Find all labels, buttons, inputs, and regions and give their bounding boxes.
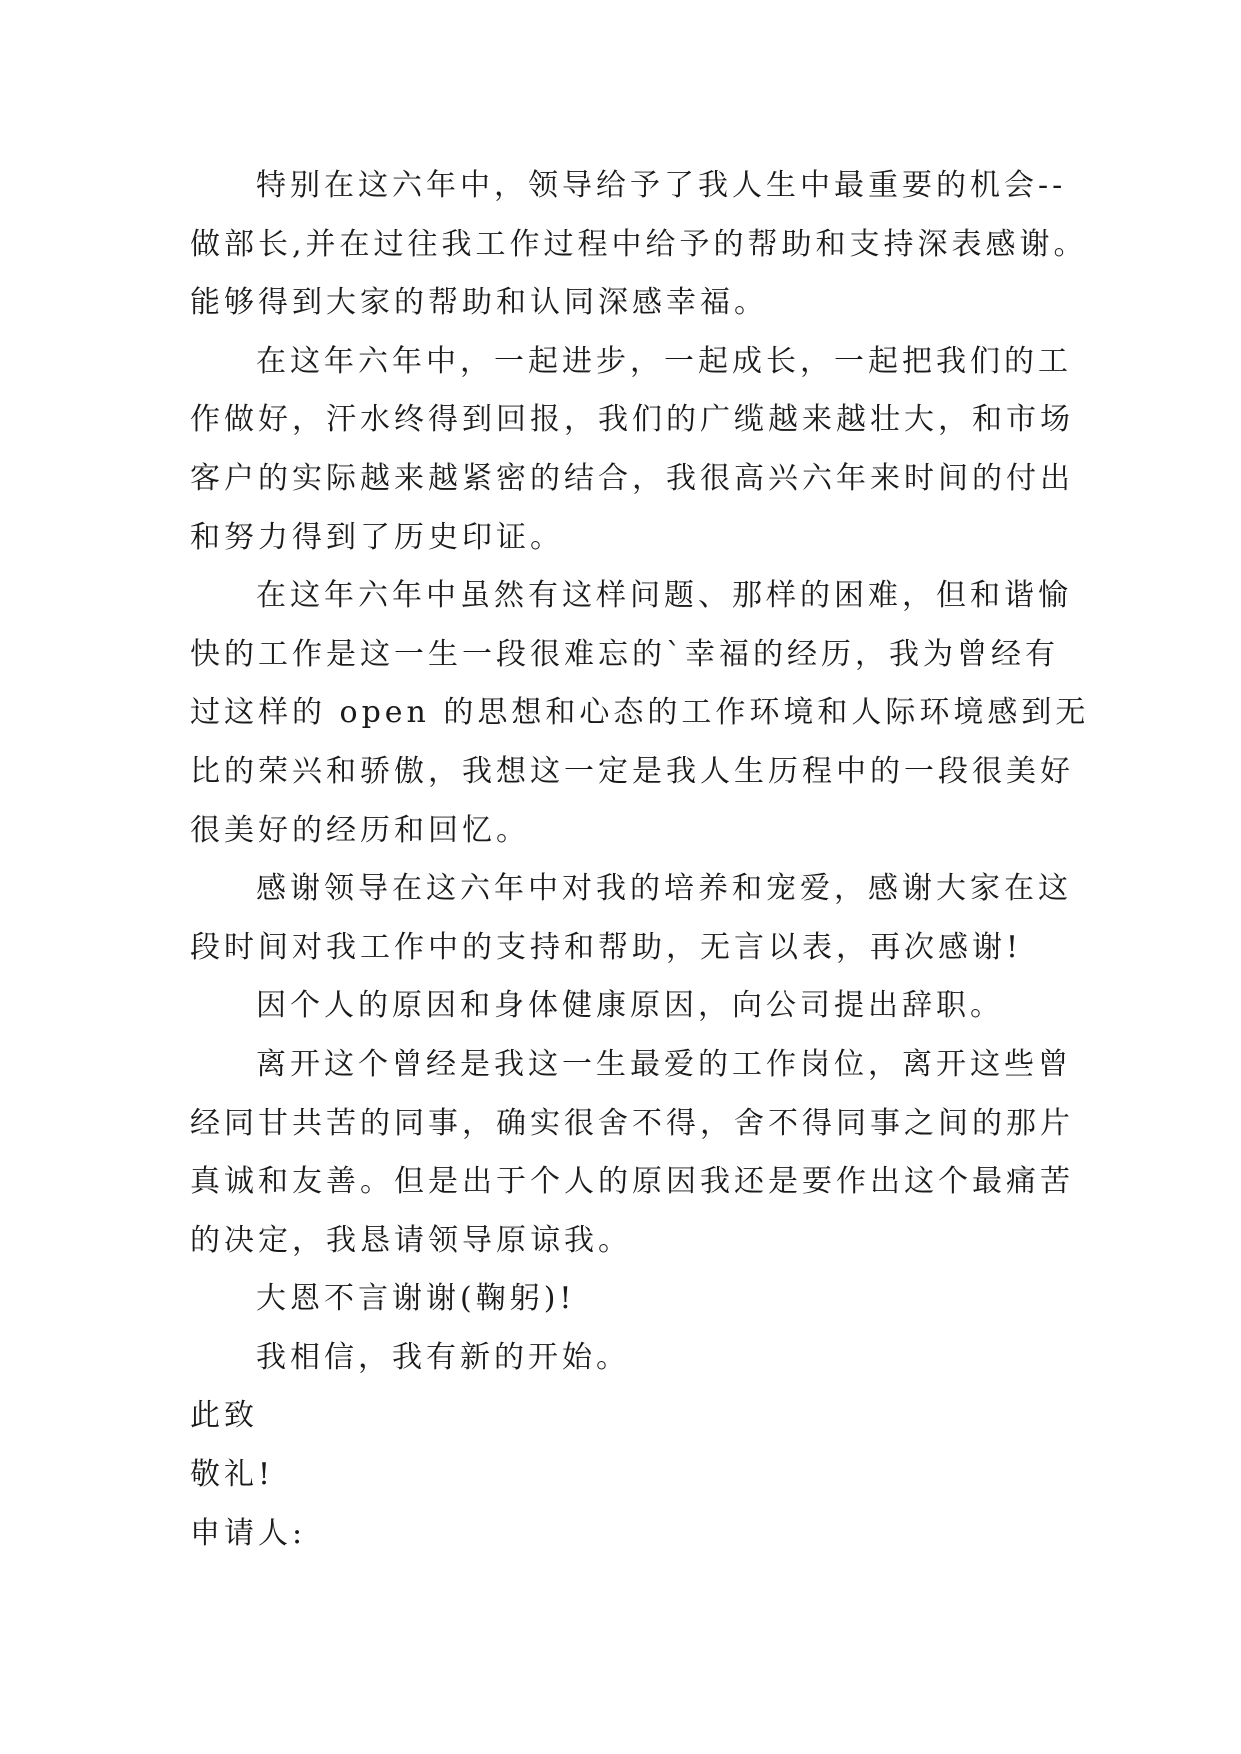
text-line: 段时间对我工作中的支持和帮助，无言以表，再次感谢!	[190, 929, 1023, 965]
text-line: 客户的实际越来越紧密的结合，我很高兴六年来时间的付出	[190, 460, 1074, 496]
text-line: 我相信，我有新的开始。	[256, 1339, 630, 1375]
text-line: 能够得到大家的帮助和认同深感幸福。	[190, 285, 768, 321]
text-line: 作做好，汗水终得到回报，我们的广缆越来越壮大，和市场	[190, 402, 1074, 438]
paragraph-7	[190, 1270, 1090, 1329]
text-line: 离开这个曾经是我这一生最爱的工作岗位，离开这些曾	[256, 1046, 1072, 1082]
paragraph-5	[190, 977, 1090, 1036]
text-line: 因个人的原因和身体健康原因，向公司提出辞职。	[256, 988, 1004, 1024]
letter-closing	[190, 1387, 1090, 1563]
text-line: 和努力得到了历史印证。	[190, 519, 564, 555]
text-line: 感谢领导在这六年中对我的培养和宠爱，感谢大家在这	[256, 871, 1072, 907]
text-line: 经同甘共苦的同事，确实很舍不得，舍不得同事之间的那片	[190, 1105, 1074, 1141]
text-line: 大恩不言谢谢(鞠躬)!	[256, 1281, 576, 1317]
paragraph-6	[190, 1036, 1090, 1270]
text-line: 真诚和友善。但是出于个人的原因我还是要作出这个最痛苦	[190, 1164, 1074, 1200]
text-line: 很美好的经历和回忆。	[190, 812, 530, 848]
letter-body	[190, 157, 1090, 1563]
text-line: 做部长,并在过往我工作过程中给予的帮助和支持深表感谢。	[190, 226, 1088, 262]
applicant-label: 申请人:	[190, 1515, 307, 1551]
paragraph-3	[190, 567, 1090, 860]
text-line: 特别在这六年中，领导给予了我人生中最重要的机会--	[256, 168, 1067, 203]
text-line: 快的工作是这一生一段很难忘的`幸福的经历，我为曾经有	[190, 636, 1059, 672]
paragraph-2	[190, 333, 1090, 567]
text-line: 过这样的 open 的思想和心态的工作环境和人际环境感到无	[190, 695, 1090, 731]
closing-regards: 敬礼!	[190, 1457, 275, 1493]
text-line: 的决定，我恳请领导原谅我。	[190, 1222, 632, 1258]
paragraph-4	[190, 860, 1090, 977]
closing-salutation: 此致	[190, 1398, 258, 1434]
text-line: 比的荣兴和骄傲，我想这一定是我人生历程中的一段很美好	[190, 753, 1074, 789]
text-line: 在这年六年中，一起进步，一起成长，一起把我们的工	[256, 343, 1072, 379]
paragraph-1	[190, 157, 1090, 333]
paragraph-8	[190, 1329, 1090, 1388]
text-line: 在这年六年中虽然有这样问题、那样的困难，但和谐愉	[256, 578, 1072, 614]
